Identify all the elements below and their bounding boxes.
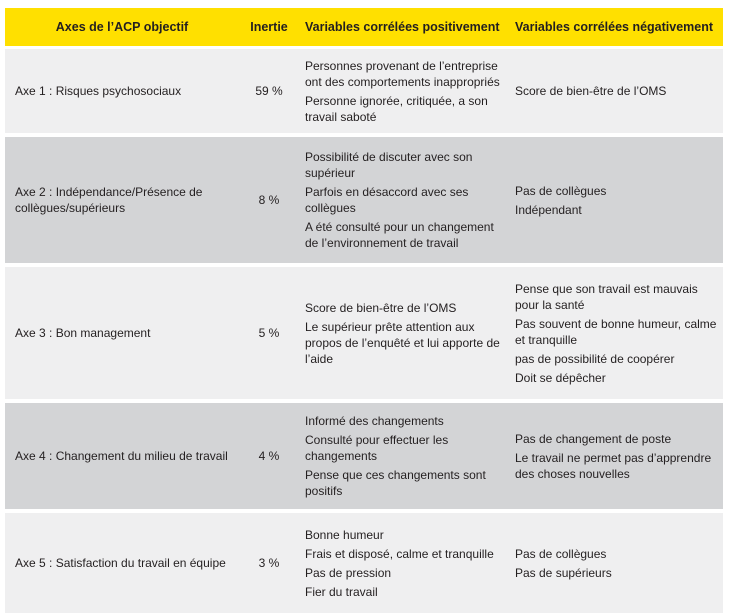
positive-variables [299,48,509,136]
variable-item: Informé des changements [305,413,503,429]
negative-variables [509,401,723,511]
variable-item: Bonne humeur [305,527,503,543]
variable-item: Pas de pression [305,565,503,581]
axis-label: Axe 3 : Bon management [5,265,239,401]
table-row [5,48,723,136]
header-inertie: Inertie [239,8,299,48]
table-row [5,511,723,613]
table-row [5,265,723,401]
positive-variables [299,511,509,613]
variable-item: Le supérieur prête attention aux propos de l’enquêté et lui apporte de l’aide [305,319,503,367]
variable-item: Consulté pour effectuer les changements [305,432,503,464]
variable-item: Pense que ces changements sont positifs [305,467,503,499]
variable-item: pas de possibilité de coopérer [515,351,717,367]
table-row [5,401,723,511]
variable-item: Personnes provenant de l’entreprise ont des comportements inappropriés [305,58,503,90]
inertia-value: 8 % [239,135,299,265]
negative-variables [509,48,723,136]
variable-item: A été consulté pour un changement de l’environnement de travail [305,219,503,251]
negative-variables [509,265,723,401]
inertia-value: 4 % [239,401,299,511]
variable-item: Pense que son travail est mauvais pour la santé [515,281,717,313]
acp-table-container [5,8,723,613]
axis-label: Axe 1 : Risques psychosociaux [5,48,239,136]
variable-item: Frais et disposé, calme et tranquille [305,546,503,562]
variable-item: Pas souvent de bonne humeur, calme et tranquille [515,316,717,348]
negative-variables [509,135,723,265]
variable-item: Doit se dépêcher [515,370,717,386]
variable-item: Indépendant [515,202,717,218]
variable-item: Le travail ne permet pas d’apprendre des choses nouvelles [515,450,717,482]
variable-item: Fier du travail [305,584,503,600]
header-positive: Variables corrélées positivement [299,8,509,48]
positive-variables [299,401,509,511]
positive-variables [299,265,509,401]
variable-item: Personne ignorée, critiquée, a son travail saboté [305,93,503,125]
header-negative: Variables corrélées négativement [509,8,723,48]
table-header [5,8,723,48]
inertia-value: 59 % [239,48,299,136]
axis-label: Axe 5 : Satisfaction du travail en équipe [5,511,239,613]
inertia-value: 3 % [239,511,299,613]
acp-axes-table [5,8,723,613]
variable-item: Pas de changement de poste [515,431,717,447]
variable-item: Possibilité de discuter avec son supérieur [305,149,503,181]
header-axes: Axes de l’ACP objectif [5,8,239,48]
inertia-value: 5 % [239,265,299,401]
variable-item: Score de bien-être de l’OMS [305,300,503,316]
table-row [5,135,723,265]
variable-item: Score de bien-être de l’OMS [515,83,717,99]
variable-item: Pas de collègues [515,183,717,199]
axis-label: Axe 2 : Indépendance/Présence de collègues/supérieurs [5,135,239,265]
positive-variables [299,135,509,265]
variable-item: Pas de collègues [515,546,717,562]
table-body [5,48,723,613]
negative-variables [509,511,723,613]
variable-item: Parfois en désaccord avec ses collègues [305,184,503,216]
header-row [5,8,723,48]
variable-item: Pas de supérieurs [515,565,717,581]
axis-label: Axe 4 : Changement du milieu de travail [5,401,239,511]
